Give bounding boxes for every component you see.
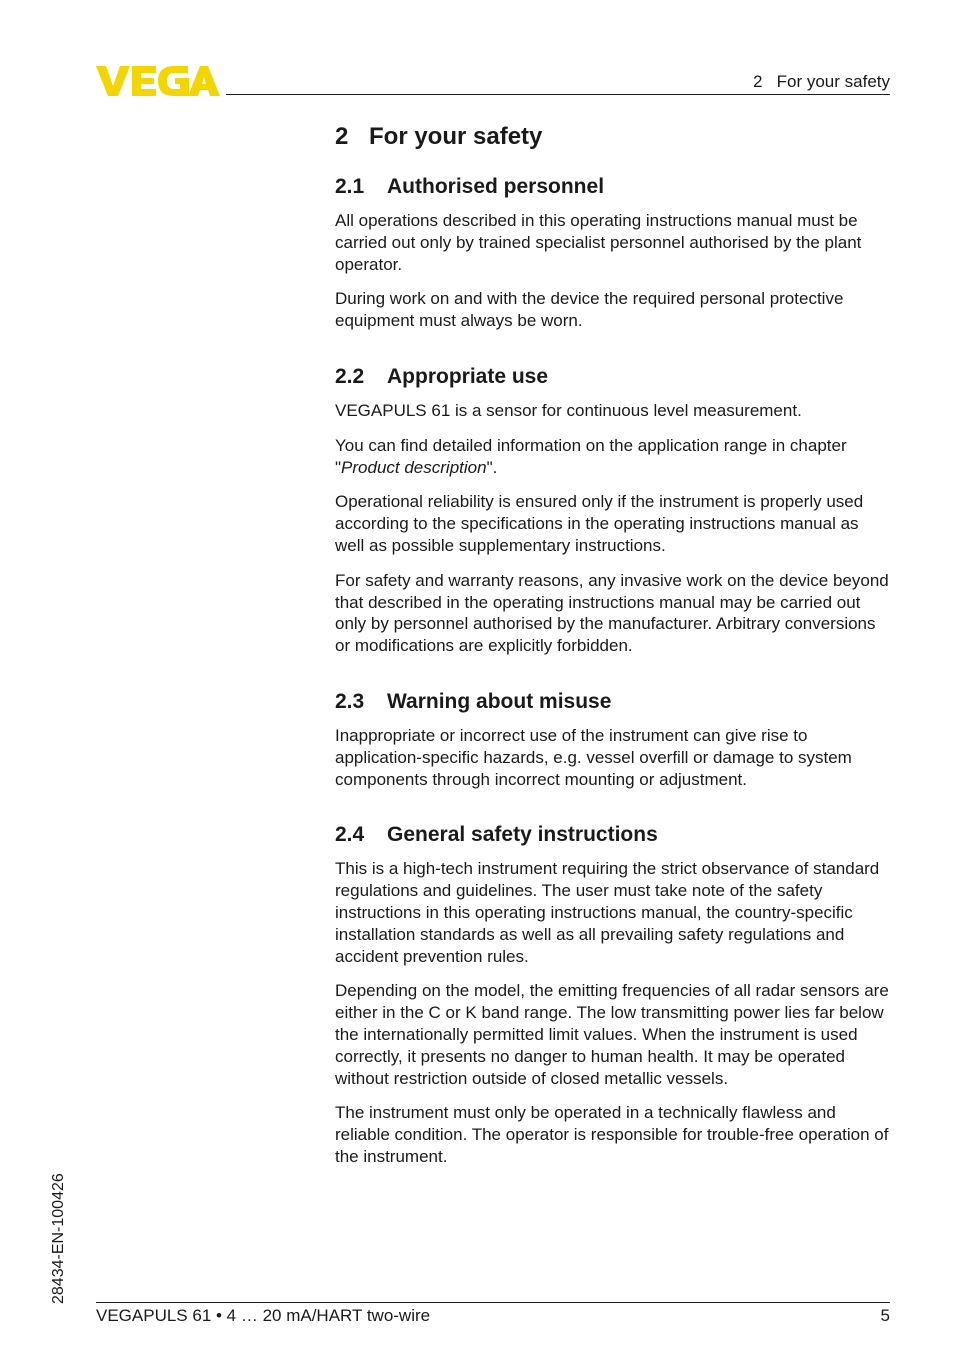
paragraph: This is a high-tech instrument requiring the strict observance of standard regulations and guidelines. The user must take note of the safety instructions in this operating instructions manual, the country-specific installation standards as well as all prevailing safety regulations and accident prevention rules. [335,859,880,966]
paragraph-text: ". [486,457,498,477]
section-heading-2-3 [335,687,891,717]
section-number: 2.4 [335,823,365,847]
section-number: 2.3 [335,689,365,713]
footer-rule [96,1302,890,1303]
paragraph: During work on and with the device the required personal protective equipment must always be worn. [335,289,844,331]
footer-product-label: VEGAPULS 61 • 4 … 20 mA/HART two-wire [96,1306,431,1325]
section-heading-2-4 [335,820,891,850]
vega-logo [96,64,220,98]
paragraph: Inappropriate or incorrect use of the instrument can give rise to application-specific hazards, e.g. vessel overfill or damage to system components through incorrect mounting or adjustment. [335,725,852,789]
chapter-number: 2 [335,123,349,150]
section-heading-2-1 [335,172,891,202]
page-content [335,120,891,1168]
section-title: Authorised personnel [387,175,605,198]
paragraph: For safety and warranty reasons, any invasive work on the device beyond that described in the operating instructions manual may be carried out only by personnel authorised by the manufacturer. Arbitrary conversions or modifications are explicitly forbidden. [335,570,889,656]
paragraph-text: You can find detailed information on the application range in chapter " [335,435,847,477]
paragraph: Operational reliability is ensured only if the instrument is properly used according to the specifications in the operating instructions manual as well as possible supplementary instructions. [335,492,864,555]
section-title: Warning about misuse [387,689,612,713]
section-number: 2.2 [335,364,365,388]
chapter-heading [335,120,891,154]
section-heading-2-2 [335,362,891,392]
paragraph: Depending on the model, the emitting frequencies of all radar sensors are either in the C or K band range. The low transmitting power lies far below the internationally permitted limit values. When the instrument is used correctly, it presents no danger to human health. It may be operated without restriction outside of closed metallic vessels. [335,981,889,1088]
paragraph: VEGAPULS 61 is a sensor for continuous level measurement. [335,400,802,420]
header-section-label: 2 For your safety [753,72,890,91]
section-title: General safety instructions [387,823,658,847]
page-number: 5 [880,1306,890,1325]
chapter-title: For your safety [369,123,543,150]
chapter-reference: Product description [341,457,487,477]
paragraph [335,435,891,479]
header-rule [226,94,890,95]
paragraph: All operations described in this operating instructions manual must be carried out only by trained specialist personnel authorised by the plant operator. [335,211,862,274]
section-title: Appropriate use [387,364,549,388]
document-id: 28434-EN-100426 [50,1173,67,1304]
paragraph: The instrument must only be operated in a technically flawless and reliable condition. The operator is responsible for trouble-free operation of the instrument. [335,1103,889,1166]
section-number: 2.1 [335,175,365,198]
